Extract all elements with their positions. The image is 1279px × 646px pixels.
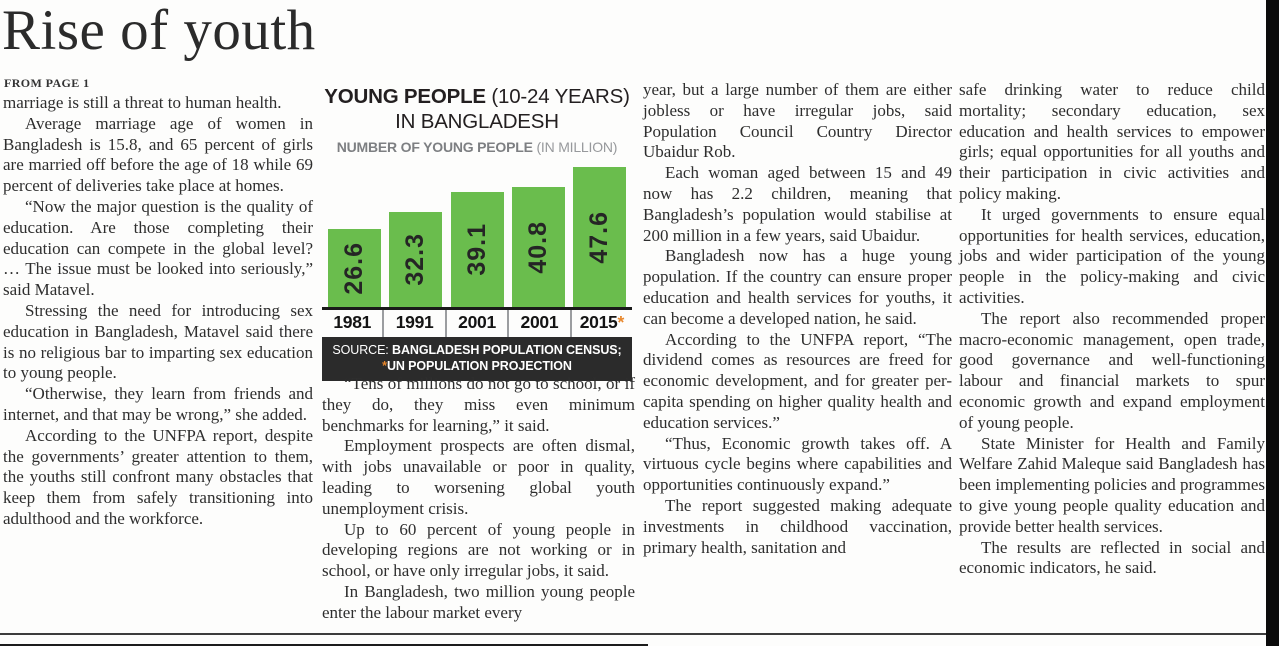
bottom-rule <box>0 633 1267 635</box>
article-column-2 <box>322 374 635 624</box>
paragraph: The report also recommended proper macro-economic management, open trade, good governance and well-functioning labour and financial markets to spur economic growth and expand employment of young people. <box>959 308 1265 432</box>
year-label <box>570 310 632 337</box>
paragraph: Bangladesh now has a huge young population. If the country can ensure proper education and health services for youths, it can become a developed nation, he said. <box>643 246 952 328</box>
bar-value-label: 47.6 <box>585 210 613 264</box>
year-label: 2001 <box>445 310 507 337</box>
chart-subtitle <box>322 139 632 155</box>
bar-value-label: 26.6 <box>340 241 368 295</box>
infographic-chart <box>322 84 632 381</box>
paragraph: State Minister for Health and Family Welfare Zahid Maleque said Bangladesh has been implementing policies and programmes to give young people quality education and provide better health services. <box>959 433 1265 536</box>
paragraph: “Otherwise, they learn from friends and internet, and that may be wrong,” she added. <box>3 384 313 424</box>
paragraph: According to the UNFPA report, despite the governments’ greater attention to them, the youths still confront many obstacles that keep them from safely transitioning into adulthood and the workforce. <box>3 425 313 528</box>
paragraph: Average marriage age of women in Bangladesh is 15.8, and 65 percent of girls are married off before the age of 18 while 69 percent of deliveries take place at homes. <box>3 113 313 196</box>
paragraph: safe drinking water to reduce child mortality; secondary education, sex education and health services to empower girls; equal opportunities for all youths and their participation in civic activities and policy making. <box>959 80 1265 203</box>
source-text-2: UN POPULATION PROJECTION <box>386 359 572 373</box>
bar-chart-area <box>322 165 632 307</box>
source-text-1: BANGLADESH POPULATION CENSUS; <box>392 343 622 357</box>
paragraph: marriage is still a threat to human health. <box>3 93 282 112</box>
paragraph: It urged governments to ensure equal opportunities for health services, education, jobs and wider participation of the young people in the policy-making and civic activities. <box>959 204 1265 307</box>
scan-right-edge <box>1266 0 1279 646</box>
chart-title-tail: (10-24 YEARS) <box>485 85 630 108</box>
paragraph: Employment prospects are often dismal, with jobs unavailable or poor in quality, leading to worsening global youth unemployment crisis. <box>322 436 635 518</box>
bar-value-label: 32.3 <box>401 233 430 286</box>
source-line-2 <box>324 358 630 374</box>
paragraph: Stressing the need for introducing sex education in Bangladesh, Matavel said there is no religious bar to imparting sex education to young people. <box>3 300 313 383</box>
paragraph: The report suggested making adequate investments in childhood vaccination, primary health, sanitation and <box>643 495 952 557</box>
paragraph: The results are reflected in social and economic indicators, he said. <box>959 537 1265 578</box>
paragraph: “Now the major question is the quality of education. Are those completing their education can compete in the global level? … The issue must be looked into seriously,” said Matavel. <box>3 196 313 300</box>
article-column-1 <box>3 93 313 530</box>
year-label: 1981 <box>333 312 372 332</box>
continuation-kicker: FROM PAGE 1 <box>4 76 90 90</box>
chart-title-line2: IN BANGLADESH <box>395 110 559 133</box>
bar <box>451 192 504 307</box>
chart-subtitle-bold: NUMBER OF YOUNG PEOPLE <box>336 139 533 155</box>
year-label: 2001 <box>507 310 569 337</box>
chart-title-bold: YOUNG PEOPLE <box>324 85 486 108</box>
paragraph: According to the UNFPA report, “The dividend comes as resources are freed for economic development, and for greater per-capita spending on higher quality health and education services.” <box>643 329 952 432</box>
projection-asterisk: * <box>617 312 624 332</box>
source-line-1 <box>324 342 630 358</box>
paragraph: “Thus, Economic growth takes off. A virtuous cycle begins where capabilities and opportunities continuously expand.” <box>643 433 952 495</box>
bar-value-label: 40.8 <box>523 220 552 274</box>
x-axis-labels <box>322 310 632 337</box>
article-column-3 <box>643 80 952 558</box>
bar-value-label: 39.1 <box>462 223 491 276</box>
projection-asterisk: * <box>382 359 387 373</box>
bar <box>512 187 565 307</box>
paragraph: Each woman aged between 15 and 49 now has 2.2 children, meaning that Bangladesh’s population would stabilise at 200 million in a few years, said Ubaidur. <box>643 163 952 245</box>
paragraph: In Bangladesh, two million young people enter the labour market every <box>322 581 635 622</box>
year-label: 1991 <box>382 310 444 337</box>
bar <box>573 167 626 307</box>
source-label: SOURCE: <box>332 343 393 357</box>
chart-subtitle-tail: (IN MILLION) <box>532 139 618 155</box>
headline: Rise of youth <box>2 0 316 62</box>
article-column-4 <box>959 80 1265 579</box>
paragraph: Up to 60 percent of young people in developing regions are not working or in school, or have only irregular jobs, it said. <box>322 519 635 581</box>
chart-title <box>322 84 632 134</box>
paragraph: year, but a large number of them are either jobless or have irregular jobs, said Population Council Country Director Ubaidur Rob. <box>643 80 952 162</box>
year-text: 2015 <box>579 312 618 332</box>
bar <box>389 212 442 307</box>
bar <box>328 229 381 307</box>
paragraph: “Tens of millions do not go to school, or if they do, they miss even minimum benchmarks for learning,” it said. <box>322 374 635 435</box>
